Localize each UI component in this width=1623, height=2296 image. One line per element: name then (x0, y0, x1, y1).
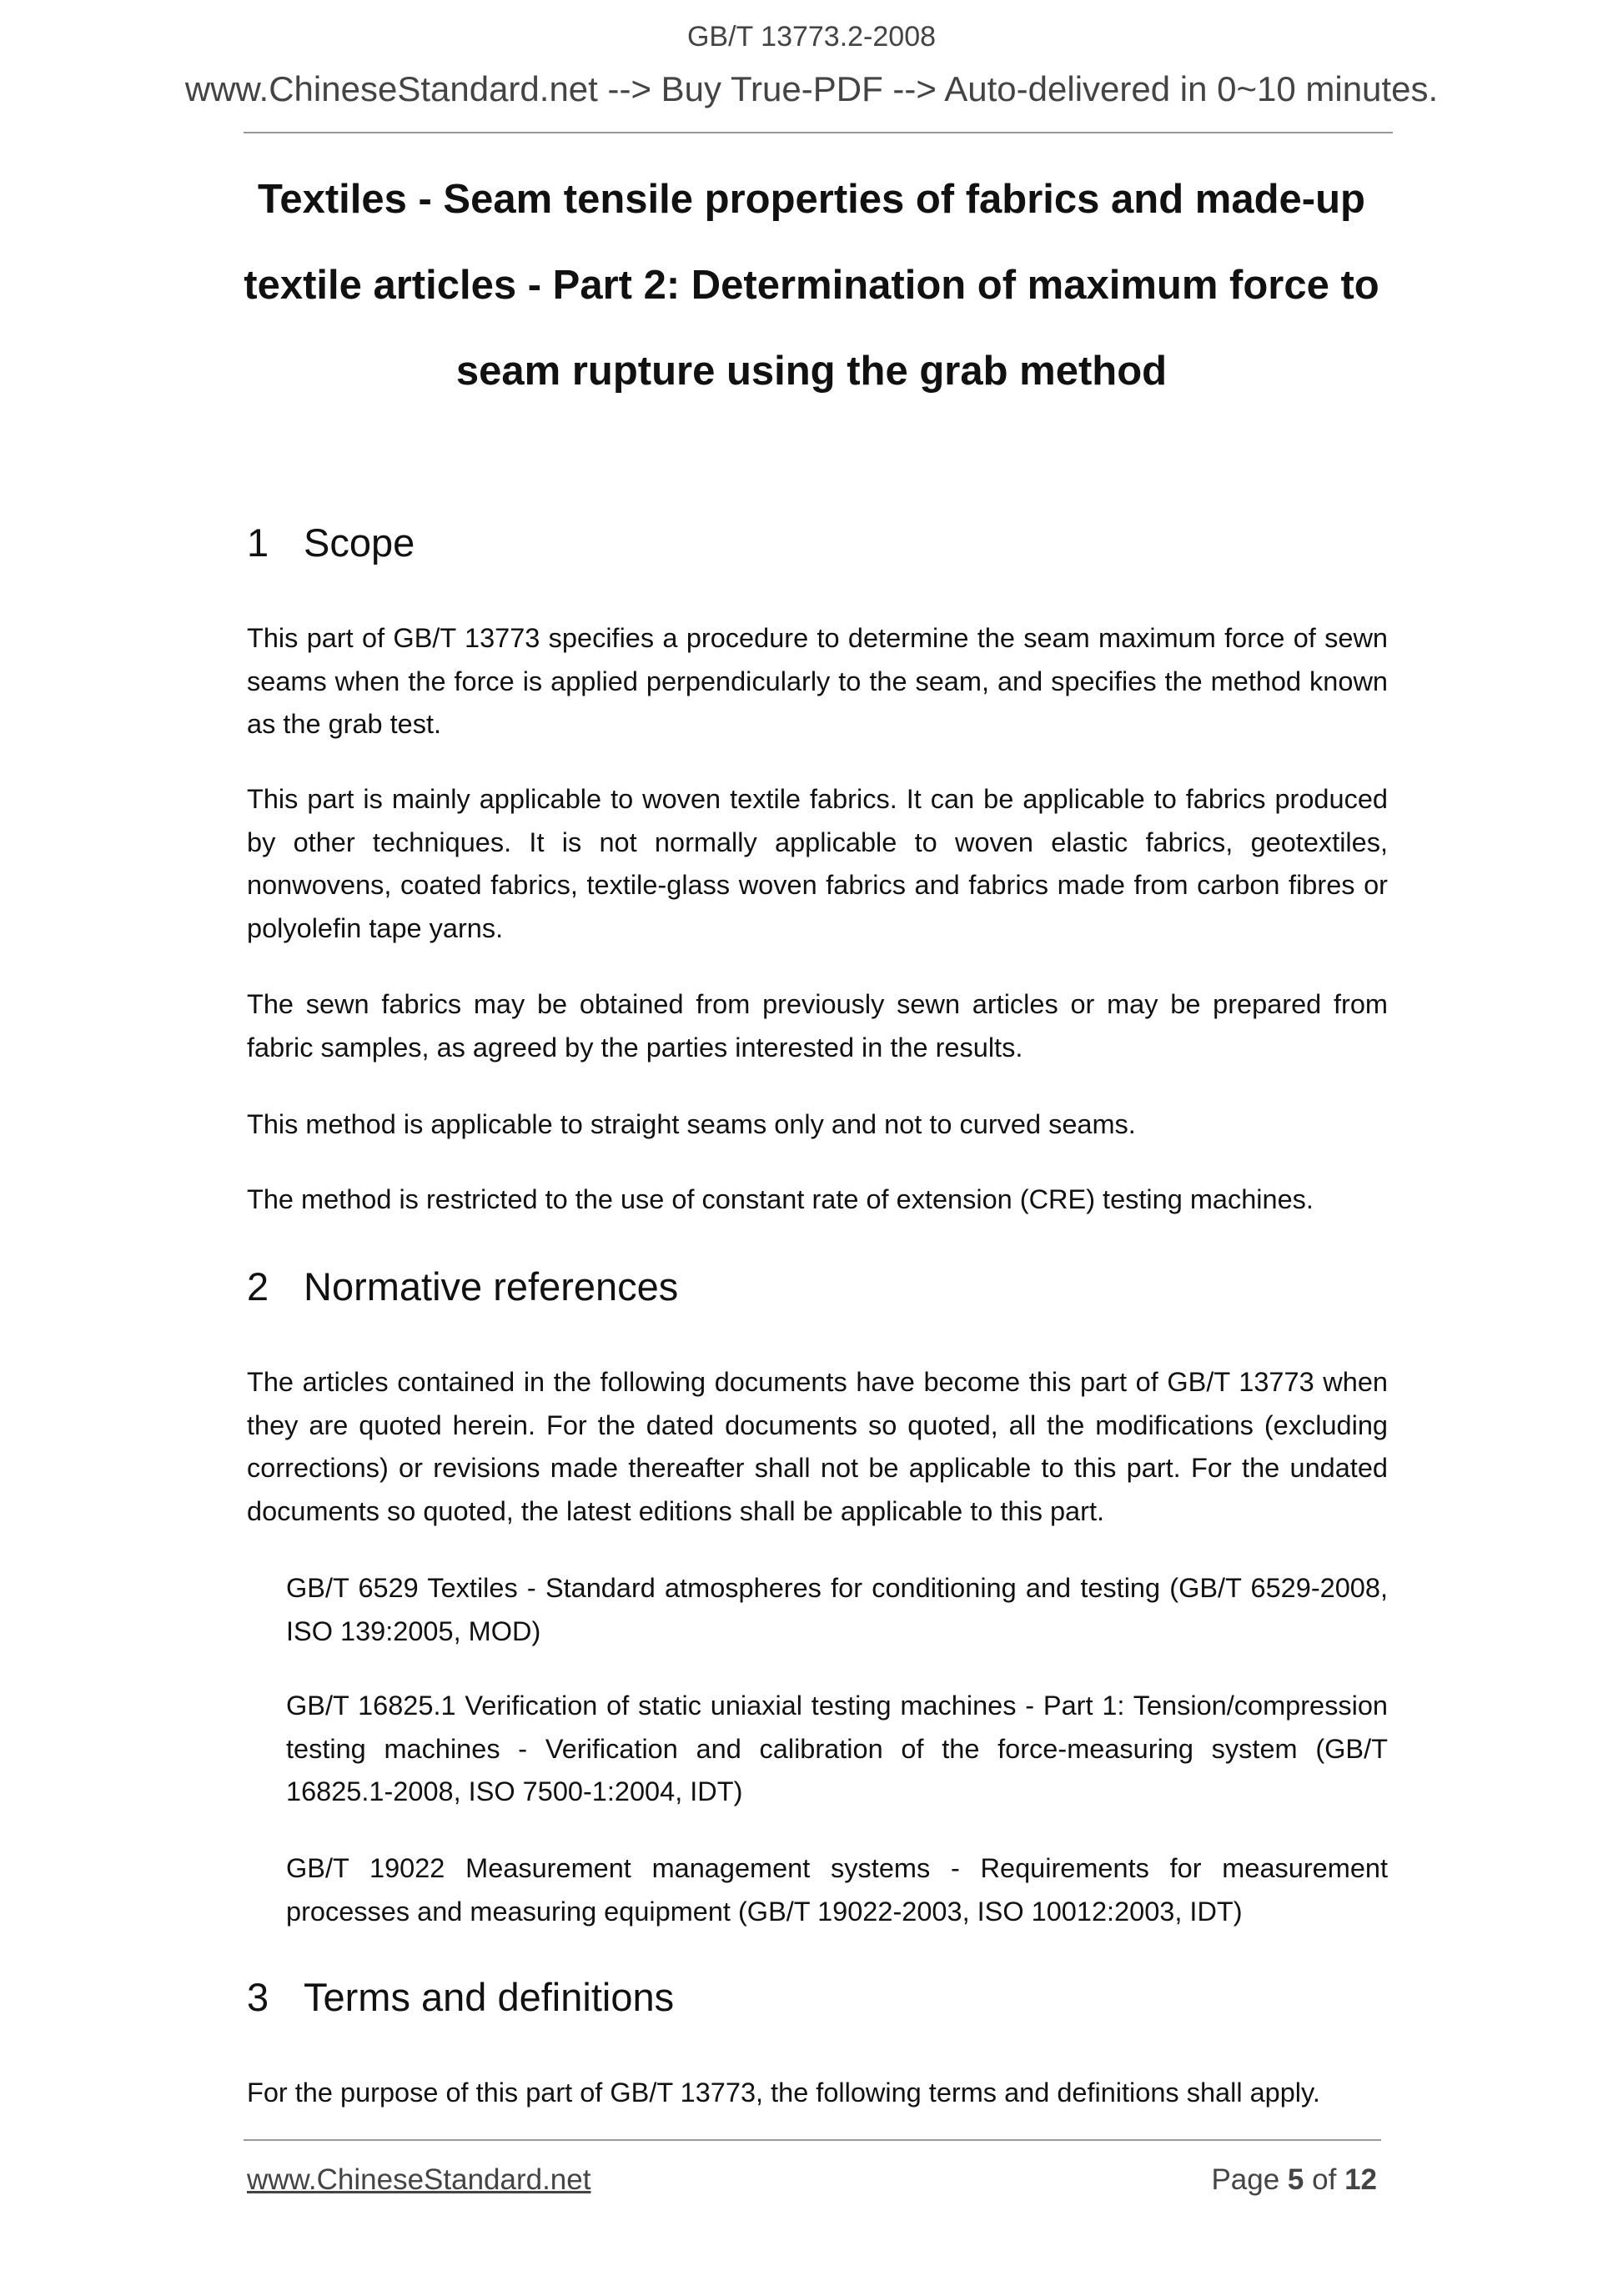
scope-paragraph: The sewn fabrics may be obtained from previously sewn articles or may be prepared from fabric samples, as agreed by the parties interested in the results. (247, 989, 1388, 1063)
section-number: 2 (247, 1264, 269, 1309)
reference-item: GB/T 19022 Measurement management systems - Requirements for measurement processes and measuring equipment (GB/T 19022-2003, ISO 10012:2003, IDT) (286, 1853, 1388, 1927)
page-indicator (1211, 2163, 1377, 2197)
reference-item: GB/T 6529 Textiles - Standard atmospheres for conditioning and testing (GB/T 6529-2008, ISO 139:2005, MOD) (286, 1573, 1388, 1646)
page-label: Page (1211, 2163, 1280, 2196)
section-heading-normative-references (247, 1262, 678, 1312)
section-number: 1 (247, 520, 269, 565)
section-number: 3 (247, 1975, 269, 2019)
section-title: Normative references (304, 1264, 679, 1309)
page-number: 5 (1287, 2163, 1304, 2196)
section-title: Scope (304, 520, 415, 565)
header-banner (0, 68, 1623, 110)
page-total: 12 (1344, 2163, 1377, 2196)
normative-intro: The articles contained in the following documents have become this part of GB/T 13773 when they are quoted herein. For the dated documents so quoted, all the modifications (excluding corrections) or revisions made thereafter shall not be applicable to this part. For the undated documents so quoted, the latest editions shall be applicable to this part. (247, 1367, 1388, 1526)
terms-intro: For the purpose of this part of GB/T 13773, the following terms and definitions shall apply. (247, 2077, 1320, 2108)
header-divider (244, 132, 1393, 133)
standard-code: GB/T 13773.2-2008 (686, 21, 937, 53)
reference-item: GB/T 16825.1 Verification of static uniaxial testing machines - Part 1: Tension/compression testing machines - Verification and calibration of the force-measuring system (GB/T 16825.1-2008, ISO 7500-1:2004, IDT) (286, 1691, 1388, 1806)
footer-link[interactable]: www.ChineseStandard.net (247, 2163, 591, 2196)
scope-paragraph: This method is applicable to straight seams only and not to curved seams. (247, 1109, 1136, 1139)
section-heading-terms (247, 1972, 674, 2022)
section-heading-scope (247, 518, 415, 568)
header-banner-text[interactable]: www.ChineseStandard.net --> Buy True-PDF --> Auto-delivered in 0~10 minutes. (184, 69, 1439, 108)
scope-paragraph: This part is mainly applicable to woven textile fabrics. It can be applicable to fabrics produced by other techniques. It is not normally applicable to woven elastic fabrics, geotextiles, nonwovens, coated fabrics, textile-glass woven fabrics and fabrics made from carbon fibres or polyolefin tape yarns. (247, 784, 1388, 943)
footer-divider (244, 2139, 1381, 2141)
section-title: Terms and definitions (304, 1975, 675, 2019)
scope-paragraph: The method is restricted to the use of constant rate of extension (CRE) testing machines. (247, 1184, 1314, 1214)
of-label: of (1312, 2163, 1337, 2196)
scope-paragraph: This part of GB/T 13773 specifies a procedure to determine the seam maximum force of sewn seams when the force is applied perpendicularly to the seam, and specifies the method known as the grab test. (247, 623, 1388, 739)
document-title: Textiles - Seam tensile properties of fabrics and made-up textile articles - Part 2: Determination of maximum force to seam rupture using the grab method (244, 177, 1379, 394)
